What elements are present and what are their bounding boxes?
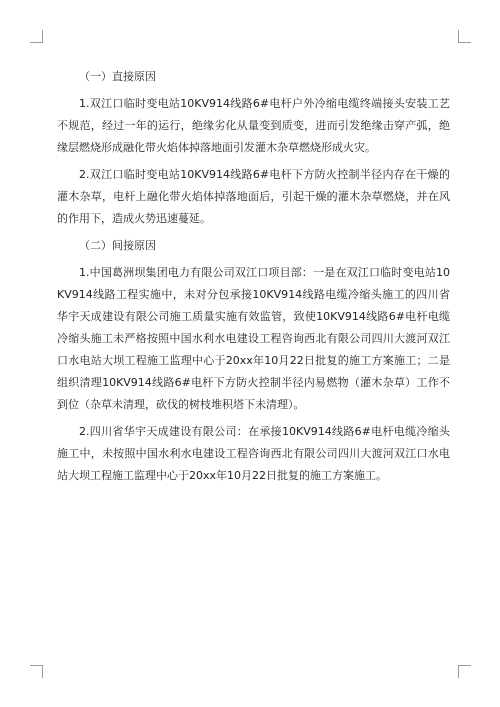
paragraph-indirect-cause-2: 2.四川省华宇天成建设有限公司：在承接10KV914线路6#电杆电缆冷缩头施工中，未按照中国水利水电建设工程咨询西北有限公司四川大渡河双江口水电站大坝工程施工监理中心于20xx年10月22日批复的施工方案施工。 [57,425,450,482]
paragraph-indirect-cause-1: 1.中国葛洲坝集团电力有限公司双江口项目部：一是在双江口临时变电站10KV914线路工程实施中，未对分包承接10KV914线路电缆冷缩头施工的四川省华宇天成建设有限公司施工质量实施有效监管，致使10KV914线路6#电杆电缆冷缩头施工未严格按照中国水利水电建设工程咨询西北有限公司四川大渡河双江口水电站大坝工程施工监理中心于20xx年10月22日批复的施工方案施工；二是组织清理10KV914线路6#电杆下方防火控制半径内易燃物（灌木杂草）工作不到位（杂草未清理，砍伐的树枝堆积塔下未清理）。 [57,266,450,411]
page-corner-mark-bottom-left [30,665,43,678]
page-corner-mark-top-left [30,30,43,43]
paragraph-direct-cause-1: 1.双江口临时变电站10KV914线路6#电杆户外冷缩电缆终端接头安装工艺不规范，经过一年的运行，绝缘劣化从量变到质变，进而引发绝缘击穿产弧，绝缘层燃烧形成融化带火焰体掉落地面引发灌木杂草燃烧形成火灾。 [57,97,450,154]
paragraph-direct-cause-2: 2.双江口临时变电站10KV914线路6#电杆下方防火控制半径内存在干燥的灌木杂草，电杆上融化带火焰体掉落地面后，引起干燥的灌木杂草燃烧，并在风的作用下，造成火势迅速蔓延。 [57,168,450,225]
page-corner-mark-top-right [458,30,471,43]
document-body [57,66,450,492]
section-heading-direct-causes: （一）直接原因 [79,70,156,83]
page-corner-mark-bottom-right [458,665,471,678]
section-heading-indirect-causes: （二）间接原因 [79,239,156,252]
